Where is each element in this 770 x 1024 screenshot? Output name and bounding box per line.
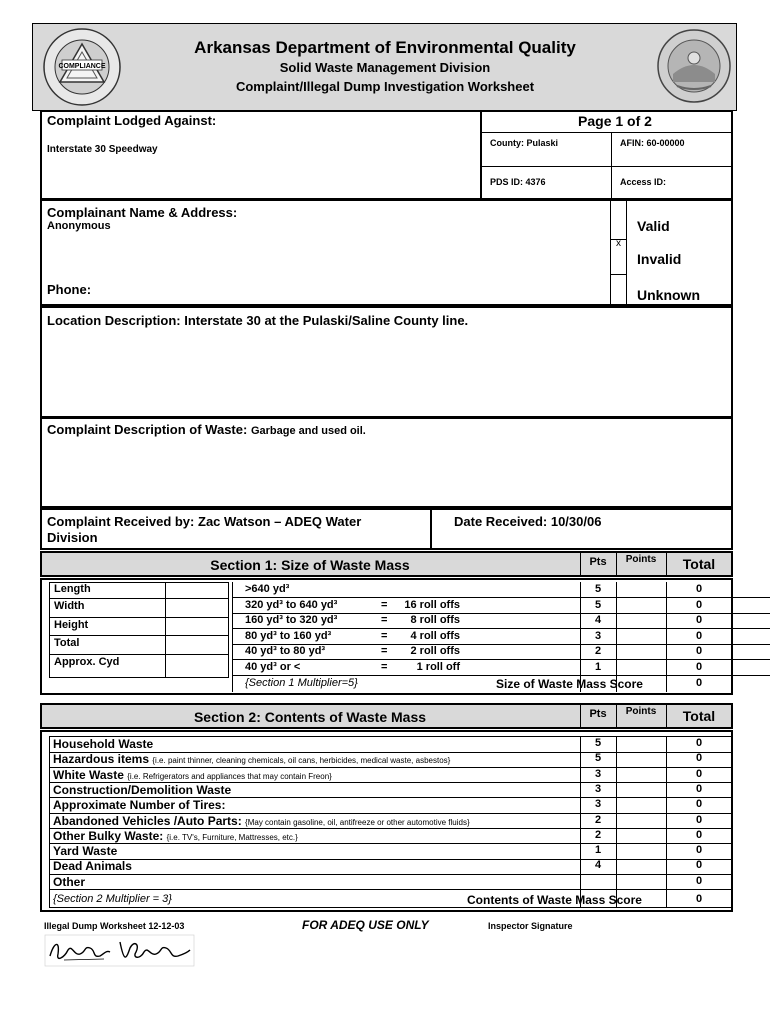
size-range-total: 0: [695, 583, 703, 595]
divider-h: [49, 635, 229, 636]
size-range-total: 0: [695, 614, 703, 627]
section2-total-header: Total: [682, 708, 716, 724]
row-line-ext: [732, 659, 770, 660]
dimension-label: Length: [54, 583, 91, 595]
contents-total: 0: [695, 782, 703, 795]
divider-h: [49, 598, 229, 599]
contents-total: 0: [695, 767, 703, 780]
contents-row: [53, 798, 225, 812]
size-range-desc: 320 yd³ to 640 yd³: [245, 598, 338, 611]
adeq-compliance-logo: [40, 26, 124, 108]
adeq-use-only: FOR ADEQ USE ONLY: [302, 918, 429, 932]
divider-v: [480, 110, 482, 200]
points-input[interactable]: [617, 631, 666, 645]
size-range-pts: 3: [594, 629, 602, 642]
county-field: County: Pulaski: [490, 138, 559, 148]
size-range-rolloffs: 8 roll offs: [410, 614, 460, 627]
row-line: [232, 659, 732, 660]
contents-total: 0: [695, 798, 703, 811]
divider-h: [49, 617, 229, 618]
contents-label: Construction/Demolition Waste: [53, 782, 232, 797]
contents-total: 0: [695, 752, 703, 765]
contents-pts: 4: [594, 859, 602, 872]
valid-option[interactable]: Valid: [637, 218, 670, 234]
size-range-total: 0: [695, 598, 703, 611]
phone-label: Phone:: [47, 282, 92, 297]
size-range-pts: 1: [594, 661, 602, 673]
contents-label: White Waste: [53, 767, 124, 782]
section1-title: Section 1: Size of Waste Mass: [210, 557, 410, 573]
contents-label: Other Bulky Waste:: [53, 828, 164, 843]
section2-score-total: 0: [695, 893, 703, 905]
dimension-label: Width: [54, 600, 85, 612]
size-range-total: 0: [695, 661, 703, 673]
complainant-label: Complainant Name & Address:: [47, 205, 238, 220]
contents-total: 0: [695, 859, 703, 872]
location-text: [47, 313, 468, 328]
divider-h: [49, 654, 229, 655]
points-input[interactable]: [617, 769, 666, 783]
page-indicator: Page 1 of 2: [578, 113, 652, 129]
contents-note: {May contain gasoline, oil, antifreeze or other automotive fluids}: [245, 817, 470, 827]
contents-total: 0: [695, 844, 703, 857]
size-range-total: 0: [695, 645, 703, 658]
contents-label: Abandoned Vehicles /Auto Parts:: [53, 813, 242, 828]
contents-row: [53, 875, 85, 889]
received-value: Zac Watson – ADEQ Water: [198, 514, 362, 529]
size-range-eq: =: [381, 645, 388, 658]
location-label: Location Description:: [47, 313, 181, 328]
compliance-text: COMPLIANCE: [58, 63, 106, 70]
points-input[interactable]: [617, 662, 666, 676]
complaint-lodged-value: Interstate 30 Speedway: [47, 144, 158, 155]
size-range-desc: 40 yd³ to 80 yd³: [245, 645, 326, 658]
contents-label: Hazardous items: [53, 752, 150, 767]
contents-row: [53, 752, 450, 766]
row-line-ext: [732, 613, 770, 614]
size-range-desc: 40 yd³ or <: [245, 661, 301, 673]
points-input[interactable]: [617, 784, 666, 798]
contents-row: [53, 814, 470, 828]
contents-label: Other: [53, 874, 86, 889]
invalid-checkmark: x: [616, 238, 621, 249]
section1-score-total: 0: [695, 677, 703, 689]
location-value: Interstate 30 at the Pulaski/Saline County line.: [184, 313, 469, 328]
points-input[interactable]: [617, 860, 666, 874]
size-range-eq: =: [381, 614, 388, 627]
size-range-total: 0: [695, 629, 703, 642]
pds-id-field: PDS ID: 4376: [490, 177, 546, 187]
contents-pts: 5: [594, 752, 602, 765]
points-input[interactable]: [617, 753, 666, 767]
points-input[interactable]: [617, 600, 666, 614]
contents-pts: 3: [594, 767, 602, 780]
row-line-ext: [732, 628, 770, 629]
section2-score-label: Contents of Waste Mass Score: [467, 893, 642, 907]
size-range-pts: 4: [594, 614, 602, 627]
divider-h: [481, 166, 733, 167]
complainant-value: Anonymous: [47, 220, 111, 232]
contents-label: Dead Animals: [53, 859, 132, 874]
dimension-label: Approx. Cyd: [54, 656, 120, 668]
contents-label: Approximate Number of Tires:: [53, 798, 226, 813]
contents-pts: 1: [594, 844, 602, 857]
row-line-ext: [732, 597, 770, 598]
contents-pts: 5: [594, 737, 602, 749]
section1-multiplier: {Section 1 Multiplier=5}: [245, 677, 358, 689]
points-input[interactable]: [617, 876, 666, 890]
worksheet-version: Illegal Dump Worksheet 12-12-03: [44, 921, 185, 931]
row-line: [49, 889, 731, 890]
section1-points-header: Points: [625, 554, 657, 565]
divider-v: [610, 199, 611, 306]
state-seal-logo: [655, 26, 733, 106]
contents-pts: 2: [594, 813, 602, 826]
invalid-option[interactable]: Invalid: [637, 251, 682, 267]
size-range-eq: =: [381, 598, 388, 611]
contents-total: 0: [695, 828, 703, 841]
row-line-ext: [732, 644, 770, 645]
divider-h: [481, 132, 733, 133]
contents-pts: 2: [594, 828, 602, 841]
contents-total: 0: [695, 813, 703, 826]
divider-v: [165, 582, 166, 678]
contents-row: [53, 829, 298, 843]
division-title: Solid Waste Management Division: [279, 60, 491, 75]
contents-note: {i.e. TV's, Furniture, Mattresses, etc.}: [166, 832, 298, 842]
points-input[interactable]: [617, 815, 666, 829]
section1-score-label: Size of Waste Mass Score: [496, 677, 643, 691]
received-value-line2: Division: [47, 530, 98, 545]
contents-label: Household Waste: [53, 737, 154, 751]
contents-row: [53, 768, 332, 782]
dimension-label: Height: [54, 619, 89, 631]
section1-total-header: Total: [682, 556, 716, 572]
size-range-rolloffs: 4 roll offs: [410, 629, 460, 642]
row-line: [232, 675, 732, 676]
contents-label: Yard Waste: [53, 844, 118, 859]
contents-row: [53, 844, 117, 858]
size-range-pts: 5: [594, 583, 602, 595]
contents-note: {i.e. paint thinner, cleaning chemicals, oil cans, herbicides, medical waste, asbestos}: [152, 756, 451, 766]
row-line-ext: [732, 675, 770, 676]
size-range-eq: =: [381, 661, 388, 673]
contents-total: 0: [695, 874, 703, 887]
section1-pts-header: Pts: [589, 556, 607, 568]
divider-v: [430, 508, 432, 550]
points-input[interactable]: [617, 845, 666, 859]
divider-v: [626, 199, 627, 306]
size-range-eq: =: [381, 629, 388, 642]
waste-description-label: Complaint Description of Waste:: [47, 422, 248, 437]
date-received-text: [454, 514, 601, 529]
date-received-label: Date Received:: [454, 514, 548, 529]
contents-total: 0: [695, 737, 703, 749]
contents-note: {i.e. Refrigerators and appliances that may contain Freon}: [127, 771, 332, 781]
points-input[interactable]: [617, 615, 666, 629]
waste-description-text: [47, 422, 366, 437]
size-range-desc: 160 yd³ to 320 yd³: [245, 614, 338, 627]
received-text: [47, 514, 361, 529]
complaint-lodged-label: Complaint Lodged Against:: [47, 113, 217, 128]
points-input[interactable]: [617, 738, 666, 752]
inspector-signature: [44, 934, 196, 968]
access-id-field: Access ID:: [620, 177, 667, 187]
contents-row: [53, 859, 132, 873]
points-input[interactable]: [617, 799, 666, 813]
contents-pts: 3: [594, 782, 602, 795]
size-range-rolloffs: 2 roll offs: [410, 645, 460, 658]
waste-description-value: Garbage and used oil.: [250, 425, 366, 437]
points-input[interactable]: [617, 584, 666, 598]
agency-title: Arkansas Department of Environmental Quality: [194, 38, 576, 57]
points-input[interactable]: [617, 646, 666, 660]
size-range-rolloffs: 1 roll off: [416, 661, 460, 673]
section2-pts-header: Pts: [589, 708, 607, 720]
afin-field: AFIN: 60-00000: [620, 138, 685, 148]
points-input[interactable]: [617, 830, 666, 844]
unknown-option[interactable]: Unknown: [637, 287, 700, 303]
divider-h: [610, 274, 627, 275]
date-received-value: 10/30/06: [550, 514, 602, 529]
size-range-pts: 2: [594, 645, 602, 658]
received-label: Complaint Received by:: [47, 514, 195, 529]
contents-row: [53, 783, 231, 797]
section2-points-header: Points: [625, 706, 657, 717]
section2-multiplier: {Section 2 Multiplier = 3}: [53, 893, 172, 905]
size-range-rolloffs: 16 roll offs: [404, 598, 460, 611]
size-range-desc: >640 yd³: [245, 583, 290, 595]
contents-row: [53, 737, 153, 751]
contents-pts: 3: [594, 798, 602, 811]
section2-title: Section 2: Contents of Waste Mass: [193, 709, 427, 725]
size-range-desc: 80 yd³ to 160 yd³: [245, 629, 332, 642]
dimension-label: Total: [54, 637, 80, 649]
inspector-signature-label: Inspector Signature: [488, 921, 573, 931]
worksheet-title: Complaint/Illegal Dump Investigation Worksheet: [235, 79, 535, 94]
size-range-pts: 5: [594, 598, 602, 611]
